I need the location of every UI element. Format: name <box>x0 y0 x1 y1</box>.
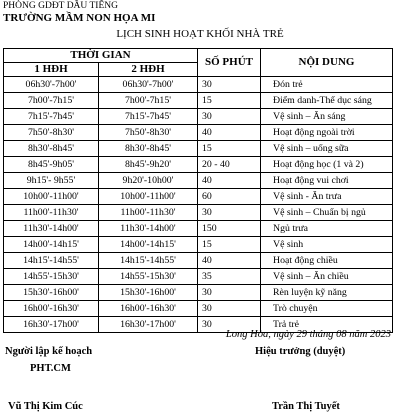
table-row <box>4 77 393 93</box>
minutes-cell: 40 <box>198 253 261 269</box>
time-2hdh-cell: 16h30'-17h00' <box>99 317 198 333</box>
schedule-title: LỊCH SINH HOẠT KHỐI NHÀ TRẺ <box>116 28 284 40</box>
time-2hdh-cell: 10h00'-11h00' <box>99 189 198 205</box>
schedule-rows <box>4 77 393 333</box>
time-1hdh-cell: 16h30'-17h00' <box>4 317 99 333</box>
table-row <box>4 93 393 109</box>
time-1hdh-cell: 11h00'-11h30' <box>4 205 99 221</box>
planner-title: PHT.CM <box>30 363 71 374</box>
content-cell: Ngủ trưa <box>261 221 393 237</box>
table-row <box>4 301 393 317</box>
minutes-cell: 30 <box>198 77 261 93</box>
date-line: Long Hòa, ngày 29 tháng 08 năm 2023 <box>225 329 391 340</box>
time-2hdh-cell: 7h50'-8h30' <box>99 125 198 141</box>
time-1hdh-cell: 14h55'-15h30' <box>4 269 99 285</box>
content-cell: Vệ sinh <box>261 237 393 253</box>
minutes-cell: 15 <box>198 93 261 109</box>
planner-label: Người lập kế hoạch <box>5 346 93 357</box>
table-row <box>4 189 393 205</box>
content-cell: Rèn luyện kỹ năng <box>261 285 393 301</box>
time-2hdh-cell: 11h00'-11h30' <box>99 205 198 221</box>
table-row <box>4 125 393 141</box>
content-cell: Vệ sinh – Ăn sáng <box>261 109 393 125</box>
minutes-cell: 60 <box>198 189 261 205</box>
planner-name: Vũ Thị Kim Cúc <box>8 401 83 412</box>
content-cell: Điểm danh-Thể dục sáng <box>261 93 393 109</box>
col-1hdh-header: 1 HĐH <box>4 63 99 77</box>
time-2hdh-cell: 06h30'-7h00' <box>99 77 198 93</box>
time-2hdh-cell: 14h15'-14h55' <box>99 253 198 269</box>
time-1hdh-cell: 06h30'-7h00' <box>4 77 99 93</box>
school-name: TRƯỜNG MẦM NON HỌA MI <box>3 12 156 24</box>
time-1hdh-cell: 15h30'-16h00' <box>4 285 99 301</box>
time-2hdh-cell: 7h00'-7h15' <box>99 93 198 109</box>
time-2hdh-cell: 15h30'-16h00' <box>99 285 198 301</box>
col-2hdh-header: 2 HĐH <box>99 63 198 77</box>
minutes-cell: 30 <box>198 301 261 317</box>
content-cell: Đón trẻ <box>261 77 393 93</box>
time-2hdh-cell: 7h15'-7h45' <box>99 109 198 125</box>
time-1hdh-cell: 8h30'-8h45' <box>4 141 99 157</box>
time-1hdh-cell: 9h15'- 9h55' <box>4 173 99 189</box>
time-2hdh-cell: 8h30'-8h45' <box>99 141 198 157</box>
table-row <box>4 205 393 221</box>
table-row <box>4 157 393 173</box>
minutes-cell: 30 <box>198 285 261 301</box>
time-2hdh-cell: 9h20'-10h00' <box>99 173 198 189</box>
minutes-cell: 150 <box>198 221 261 237</box>
minutes-cell: 35 <box>198 269 261 285</box>
minutes-cell: 30 <box>198 317 261 333</box>
content-cell: Vệ sinh – Chuẩn bị ngủ <box>261 205 393 221</box>
time-1hdh-cell: 8h45'-9h05' <box>4 157 99 173</box>
time-2hdh-cell: 14h00'-14h15' <box>99 237 198 253</box>
minutes-cell: 15 <box>198 237 261 253</box>
content-cell: Trả trẻ <box>261 317 393 333</box>
content-header: NỘI DUNG <box>261 49 393 77</box>
content-cell: Trò chuyện <box>261 301 393 317</box>
time-header: THỜI GIAN <box>4 49 198 63</box>
table-row <box>4 285 393 301</box>
minutes-cell: 40 <box>198 173 261 189</box>
time-1hdh-cell: 11h30'-14h00' <box>4 221 99 237</box>
schedule-table <box>3 48 393 333</box>
table-row <box>4 173 393 189</box>
department-name: PHÒNG GDĐT DẦU TIẾNG <box>3 1 118 11</box>
content-cell: Vệ sinh - Ăn trưa <box>261 189 393 205</box>
time-2hdh-cell: 16h00'-16h30' <box>99 301 198 317</box>
time-1hdh-cell: 16h00'-16h30' <box>4 301 99 317</box>
table-row <box>4 253 393 269</box>
time-1hdh-cell: 7h50'-8h30' <box>4 125 99 141</box>
time-2hdh-cell: 8h45'-9h20' <box>99 157 198 173</box>
content-cell: Vệ sinh – Ăn chiều <box>261 269 393 285</box>
content-cell: Hoạt động vui chơi <box>261 173 393 189</box>
time-1hdh-cell: 7h15'-7h45' <box>4 109 99 125</box>
content-cell: Hoạt động học (1 và 2) <box>261 157 393 173</box>
time-2hdh-cell: 11h30'-14h00' <box>99 221 198 237</box>
minutes-cell: 20 - 40 <box>198 157 261 173</box>
minutes-cell: 30 <box>198 205 261 221</box>
table-row <box>4 109 393 125</box>
content-cell: Hoạt động ngoài trời <box>261 125 393 141</box>
table-row <box>4 269 393 285</box>
time-1hdh-cell: 14h00'-14h15' <box>4 237 99 253</box>
principal-name: Trần Thị Tuyết <box>272 401 340 412</box>
time-1hdh-cell: 10h00'-11h00' <box>4 189 99 205</box>
table-row <box>4 237 393 253</box>
time-1hdh-cell: 7h00'-7h15' <box>4 93 99 109</box>
minutes-cell: 30 <box>198 109 261 125</box>
time-1hdh-cell: 14h15'-14h55' <box>4 253 99 269</box>
table-row <box>4 221 393 237</box>
principal-label: Hiệu trưởng (duyệt) <box>255 346 346 357</box>
time-2hdh-cell: 14h55'-15h30' <box>99 269 198 285</box>
minutes-cell: 15 <box>198 141 261 157</box>
content-cell: Vệ sinh – uống sữa <box>261 141 393 157</box>
minutes-header: SỐ PHÚT <box>198 49 261 77</box>
table-row <box>4 141 393 157</box>
content-cell: Hoạt động chiều <box>261 253 393 269</box>
minutes-cell: 40 <box>198 125 261 141</box>
